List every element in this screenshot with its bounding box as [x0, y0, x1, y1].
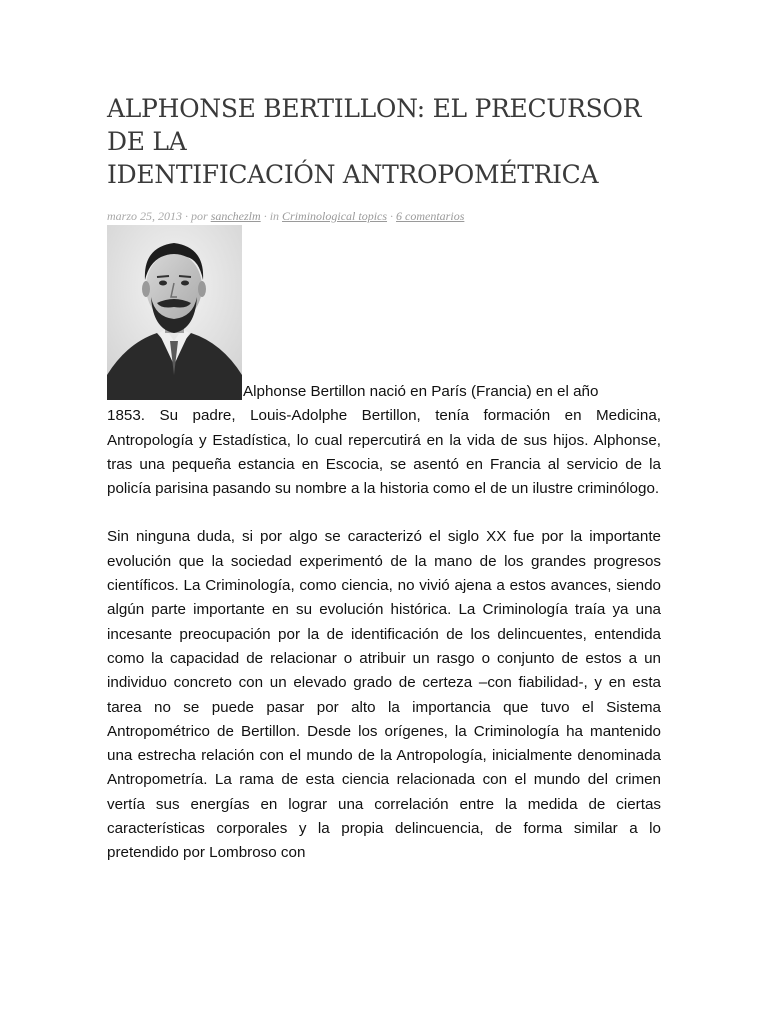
article-title	[107, 92, 687, 191]
meta-separator-author: · por	[182, 209, 211, 223]
comments-link[interactable]: 6 comentarios	[396, 209, 465, 223]
title-line-2: DE LA	[107, 127, 187, 156]
meta-separator-comments: ·	[387, 209, 397, 223]
title-line-1: ALPHONSE BERTILLON: EL PRECURSOR	[107, 94, 642, 123]
author-link[interactable]: sanchezlm	[210, 209, 261, 223]
post-meta	[107, 208, 667, 224]
paragraph-1-first-line: Alphonse Bertillon nació en París (Francia) en el año	[243, 383, 599, 400]
portrait-photo	[107, 225, 242, 400]
category-link[interactable]: Criminological topics	[282, 209, 388, 223]
post-date: marzo 25, 2013	[107, 209, 183, 223]
paragraph-2: Sin ninguna duda, si por algo se caracterizó el siglo XX fue por la importante evolución que la sociedad experimentó de la mano de los grandes progresos científicos. La Criminología, como ciencia, no vivió ajena a estos avances, siendo algún parte importante en su evolución histórica. La Criminología traía ya una incesante preocupación por la de identificación de los delincuentes, entendida como la capacidad de relacionar o atribuir un rasgo o conjunto de estos a un individuo concreto con un elevado grado de certeza –con fiabilidad-, y en esta tarea no se puede pasar por alto la importancia que tuvo el Sistema Antropométrico de Bertillon. Desde los orígenes, la Criminología ha mantenido una estrecha relación con el mundo de la Antropología, inicialmente denominada Antropometría. La rama de esta ciencia relacionada con el mundo del crimen vertía sus energías en lograr una correlación entre la medida de ciertas características corporales y la propia delincuencia, de forma similar a lo pretendido por Lombroso con	[107, 528, 661, 862]
paragraph-1	[107, 380, 661, 501]
title-line-3: IDENTIFICACIÓN ANTROPOMÉTRICA	[107, 160, 599, 189]
paragraph-1-rest: 1853. Su padre, Louis-Adolphe Bertillon, tenía formación en Medicina, Antropología y Estadística, lo cual repercutirá en la vida de sus hijos. Alphonse, tras una pequeña estancia en Escocia, se asentó en Francia al servicio de la policía parisina pasando su nombre a la historia como el de un ilustre criminólogo.	[107, 407, 661, 498]
article-body	[107, 380, 661, 866]
meta-separator-category: · in	[260, 209, 283, 223]
portrait-illustration	[107, 225, 242, 400]
